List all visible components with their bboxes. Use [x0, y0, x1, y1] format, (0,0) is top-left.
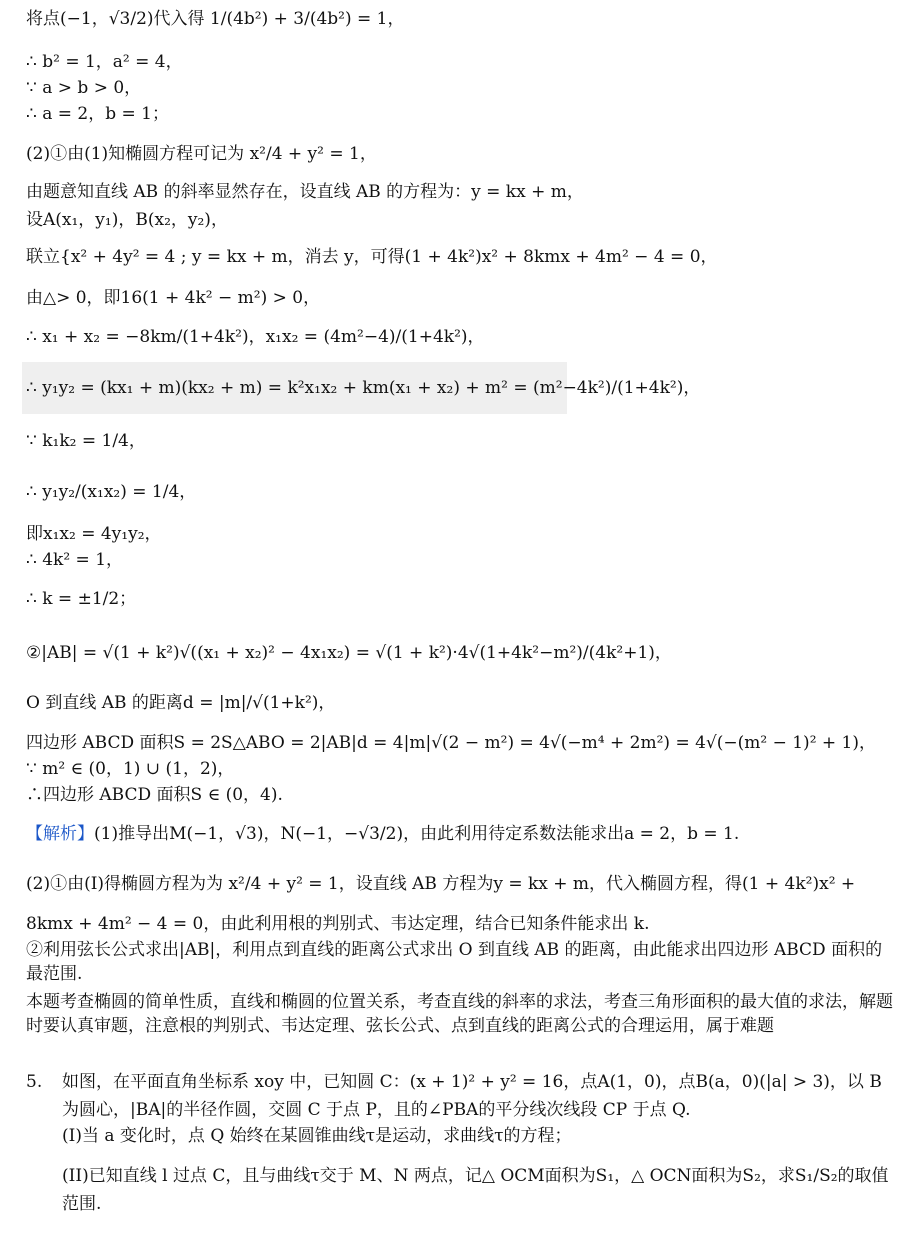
solution-line: 设A(x₁，y₁)，B(x₂，y₂)，: [26, 210, 228, 230]
analysis-line-3: 8kmx + 4m² − 4 = 0，由此利用根的判别式、韦达定理，结合已知条件能求出 k.: [26, 914, 650, 934]
solution-line: ∴ a = 2，b = 1；: [26, 104, 169, 124]
question-part-2: (II)已知直线 l 过点 C，且与曲线τ交于 M、N 两点，记△ OCM面积为S₁，△ OCN面积为S₂，求S₁/S₂的取值范围.: [62, 1166, 889, 1214]
solution-line: 联立{x² + 4y² = 4 ; y = kx + m，消去 y，可得(1 + 4k²)x² + 8kmx + 4m² − 4 = 0，: [26, 247, 718, 267]
solution-line: ∴ y₁y₂/(x₁x₂) = 1/4，: [26, 482, 197, 502]
analysis-line-2: (2)①由(Ⅰ)得椭圆方程为为 x²/4 + y² = 1，设直线 AB 方程为y = kx + m，代入椭圆方程，得(1 + 4k²)x² +: [26, 874, 856, 894]
analysis-line-1: [26, 823, 739, 845]
solution-line: ②|AB| = √(1 + k²)√((x₁ + x₂)² − 4x₁x₂) = √(1 + k²)·4√(1+4k²−m²)/(4k²+1)，: [26, 643, 672, 663]
analysis-paragraph: ②利用弦长公式求出|AB|，利用点到直线的距离公式求出 O 到直线 AB 的距离，由此能求出四边形 ABCD 面积的最范围.: [26, 940, 883, 984]
solution-line: ∴ y₁y₂ = (kx₁ + m)(kx₂ + m) = k²x₁x₂ + km(x₁ + x₂) + m² = (m²−4k²)/(1+4k²)，: [26, 378, 701, 398]
analysis-text: (1)推导出M(−1，√3)，N(−1，−√3/2)，由此利用待定系数法能求出a = 2，b = 1.: [94, 824, 740, 844]
analysis-tag: 【解析】: [26, 824, 94, 844]
solution-line: (2)①由(1)知椭圆方程可记为 x²/4 + y² = 1，: [26, 144, 377, 164]
solution-line: ∴四边形 ABCD 面积S ∈ (0，4).: [26, 785, 283, 805]
solution-line: 四边形 ABCD 面积S = 2S△ABO = 2|AB|d = 4|m|√(2 − m²) = 4√(−m⁴ + 2m²) = 4√(−(m² − 1)² + 1)，: [26, 733, 877, 753]
analysis-paragraph: 本题考查椭圆的简单性质，直线和椭圆的位置关系，考查直线的斜率的求法，考查三角形面积的最大值的求法，解题时要认真审题，注意根的判别式、韦达定理、弦长公式、点到直线的距离公式的合理运用，属于难题: [26, 992, 893, 1036]
question-part-1: (I)当 a 变化时，点 Q 始终在某圆锥曲线τ是运动，求曲线τ的方程；: [62, 1126, 572, 1146]
solution-line: ∵ m² ∈ (0，1) ∪ (1，2)，: [26, 759, 235, 779]
question-stem: 如图，在平面直角坐标系 xoy 中，已知圆 C：(x + 1)² + y² = 16，点A(1，0)，点B(a，0)(|a| > 3)，以 B 为圆心，|BA|的半径作圆，交圆 C 于点 P，且的∠PBA的平分线次线段 CP 于点 Q.: [62, 1072, 882, 1120]
solution-line: 将点(−1，√3/2)代入得 1/(4b²) + 3/(4b²) = 1，: [26, 9, 405, 29]
solution-line: 由题意知直线 AB 的斜率显然存在，设直线 AB 的方程为：y = kx + m，: [26, 182, 584, 202]
solution-line: ∴ b² = 1，a² = 4，: [26, 52, 183, 72]
solution-line: ∵ k₁k₂ = 1/4，: [26, 431, 146, 451]
solution-line: ∵ a > b > 0，: [26, 78, 142, 98]
solution-line: O 到直线 AB 的距离d = |m|/√(1+k²)，: [26, 693, 336, 713]
solution-line: 即x₁x₂ = 4y₁y₂，: [26, 524, 162, 544]
solution-line: ∴ x₁ + x₂ = −8km/(1+4k²)，x₁x₂ = (4m²−4)/(1+4k²)，: [26, 327, 485, 347]
question-number: 5.: [26, 1072, 43, 1092]
solution-line: ∴ 4k² = 1，: [26, 550, 124, 570]
solution-line: ∴ k = ±1/2；: [26, 589, 137, 609]
solution-line: 由△> 0，即16(1 + 4k² − m²) > 0，: [26, 288, 321, 308]
